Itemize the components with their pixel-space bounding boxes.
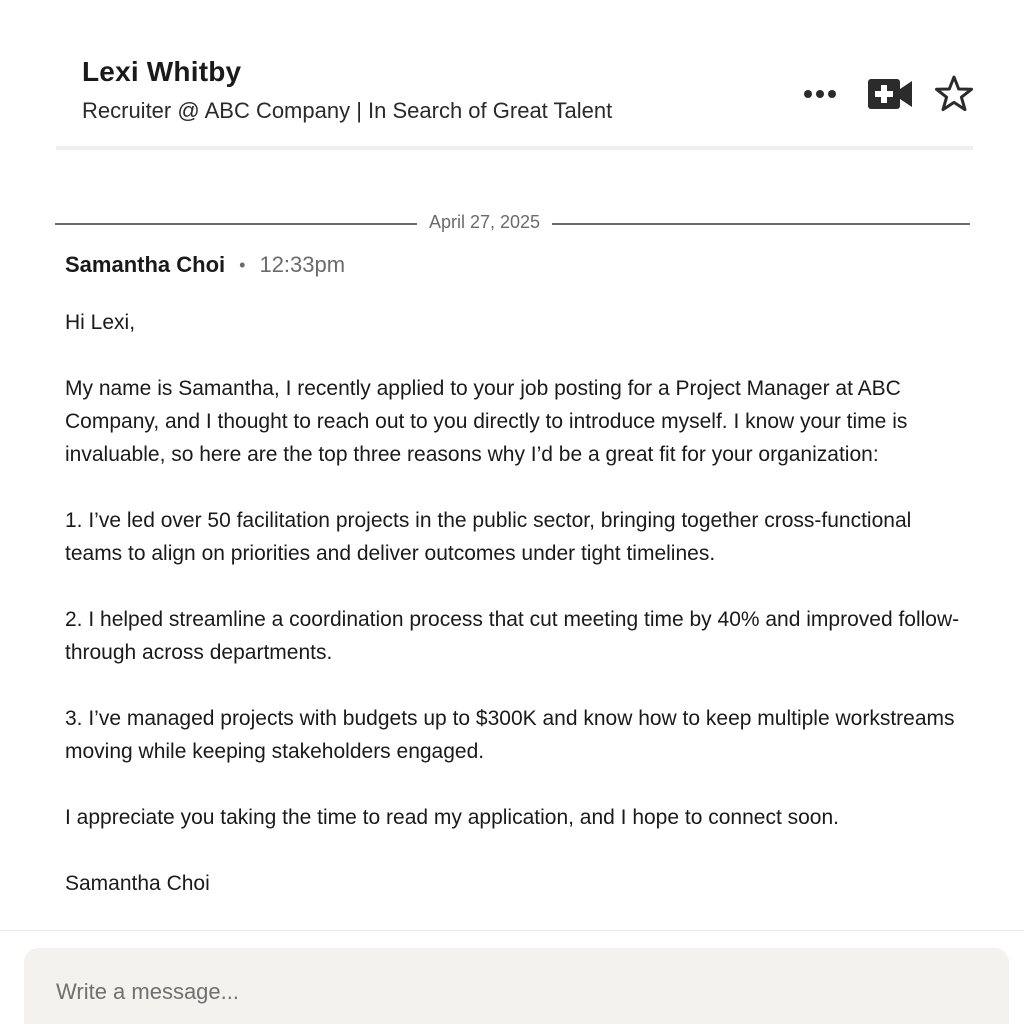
more-horizontal-icon xyxy=(802,88,838,100)
message-paragraph: Hi Lexi, xyxy=(65,311,136,334)
message-composer[interactable] xyxy=(24,948,1009,1024)
more-options-button[interactable] xyxy=(798,72,842,116)
star-outline-icon xyxy=(934,74,974,114)
video-call-button[interactable] xyxy=(862,70,918,118)
message-meta xyxy=(65,250,345,280)
message-signature: Samantha Choi xyxy=(65,872,210,895)
contact-headline: Recruiter @ ABC Company | In Search of Great Talent xyxy=(82,98,613,123)
message-paragraph: 3. I’ve managed projects with budgets up to $300K and know how to keep multiple workstreams moving while keeping stakeholders engaged. xyxy=(65,707,955,763)
date-line-right xyxy=(552,223,970,225)
star-conversation-button[interactable] xyxy=(930,70,978,118)
message-paragraph: 1. I’ve led over 50 facilitation projects in the public sector, bringing together cross-functional teams to align on priorities and deliver outcomes under tight timelines. xyxy=(65,509,912,565)
date-line-left xyxy=(55,223,417,225)
meta-separator: • xyxy=(239,254,246,275)
header-divider xyxy=(56,146,973,150)
video-call-icon xyxy=(866,77,914,111)
date-separator xyxy=(55,210,970,238)
sender-name[interactable]: Samantha Choi xyxy=(65,252,226,277)
message-input[interactable] xyxy=(54,978,958,1006)
contact-name[interactable]: Lexi Whitby xyxy=(82,56,242,87)
message-paragraph: 2. I helped streamline a coordination process that cut meeting time by 40% and improved follow-through across departments. xyxy=(65,608,960,664)
message-paragraph: My name is Samantha, I recently applied to your job posting for a Project Manager at ABC Company, and I thought to reach out to you directly to introduce myself. I know your time is invaluable, so here are the top three reasons why I’d be a great fit for your organization: xyxy=(65,377,908,466)
date-label: April 27, 2025 xyxy=(428,212,541,232)
message-paragraph: I appreciate you taking the time to read my application, and I hope to connect soon. xyxy=(65,806,839,829)
message-body xyxy=(65,306,965,933)
message-time: 12:33pm xyxy=(259,252,346,277)
composer-divider xyxy=(0,930,1024,931)
